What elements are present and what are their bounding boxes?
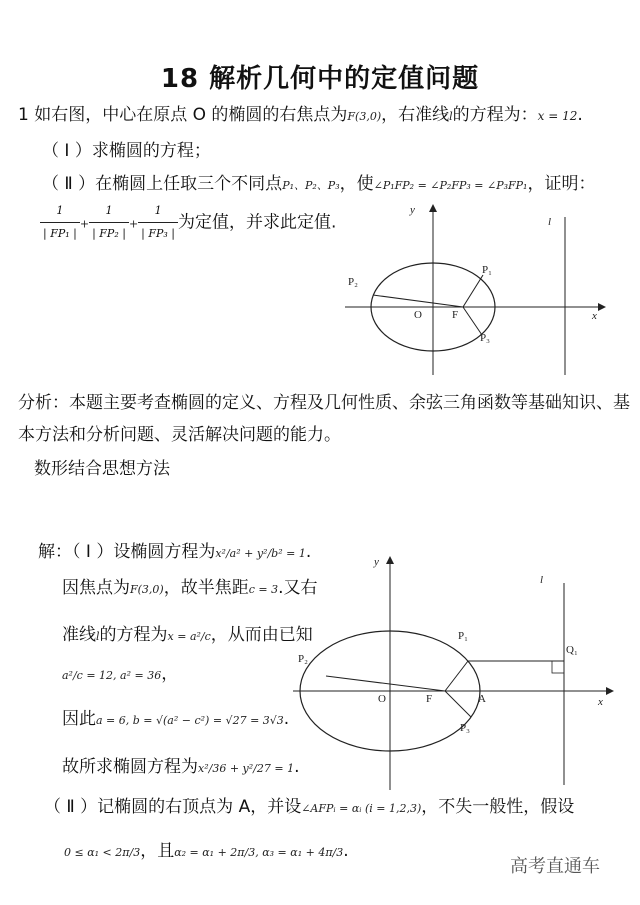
solution-line-4: a²/c = 12, a² = 36， — [62, 664, 179, 684]
reciprocal-sum — [40, 200, 336, 245]
alpha1-range: 0 ≤ α₁ < 2π/3 — [64, 846, 141, 859]
point-p2-label: P₂ — [298, 653, 308, 665]
segment-fp2 — [373, 295, 463, 307]
alpha-relations: α₂ = α₁ + 2π/3, α₃ = α₁ + 4π/3 — [174, 846, 344, 859]
solution-intro: 解：（ Ⅰ ）设椭圆方程为 — [38, 542, 216, 562]
plus-sign: + — [79, 217, 90, 231]
problem-part-2 — [42, 173, 595, 197]
solution-line-3: 准线l的方程为x = a²/c，从而由已知 — [62, 625, 313, 645]
points-expression: P₁、P₂、P₃ — [282, 179, 340, 192]
plus-sign: + — [128, 217, 139, 231]
solution-line-8: 0 ≤ α₁ < 2π/3，且α₂ = α₁ + 2π/3, α₃ = α₁ + 4π/3. — [64, 841, 349, 861]
vertex-a-label: A — [478, 693, 486, 705]
ellipse-general-equation: x²/a² + y²/b² = 1 — [215, 547, 306, 560]
point-p3-label: P₃ — [460, 722, 470, 734]
ellipse-equation-result: x²/36 + y²/27 = 1 — [198, 762, 295, 775]
directrix-formula: x = a²/c — [167, 630, 211, 643]
a-b-values: a = 6, b = √(a² − c²) = √27 = 3√3 — [96, 714, 284, 727]
ellipse-figure-2 — [288, 545, 618, 795]
problem-intro: 1 如右图，中心在原点 O 的椭圆的右焦点为 — [18, 105, 348, 125]
method-note: 数形结合思想方法 — [34, 459, 170, 479]
segment-fp1 — [445, 661, 468, 691]
y-axis-label: y — [410, 204, 415, 216]
problem-part-1: （ Ⅰ ）求椭圆的方程； — [42, 141, 211, 161]
fraction-fp3: $\frac{1}{\text{| FP₃ |}}$ — [138, 200, 178, 245]
x-axis-label: x — [598, 696, 603, 708]
directrix-expression: x = 12 — [537, 109, 578, 123]
part-2-condition-label: ，使 — [339, 174, 374, 194]
segment-fp3 — [463, 307, 482, 335]
origin-label: O — [414, 309, 422, 321]
solution-line-5: 因此a = 6, b = √(a² − c²) = √27 = 3√3. — [62, 709, 290, 729]
focus-label: F — [452, 309, 459, 321]
angle-expression: ∠P₁FP₂ = ∠P₂FP₃ = ∠P₃FP₁ — [373, 179, 528, 192]
point-p3-label: P₃ — [480, 332, 490, 344]
point-p1-label: P₁ — [458, 630, 468, 642]
problem-equation-label: 的方程为： — [452, 105, 538, 125]
sum-tail: 为定值，并求此定值. — [178, 212, 337, 233]
ellipse-figure-1 — [330, 195, 620, 385]
solution-line-2: 因焦点为F(3,0)，故半焦距c = 3.又右 — [62, 578, 318, 598]
part-2-intro: （ Ⅱ ）在椭圆上任取三个不同点 — [42, 174, 283, 194]
right-angle-mark — [552, 661, 564, 673]
part-2-prove-label: ，证明： — [527, 174, 596, 194]
watermark: 高考直通车 — [510, 856, 600, 877]
y-axis-label: y — [374, 556, 379, 568]
analysis-line-1: 分析：本题主要考查椭圆的定义、方程及几何性质、余弦三角函数等基础知识、基 — [18, 393, 630, 413]
segment-fp3 — [445, 691, 471, 717]
semi-focal-distance: c = 3 — [248, 583, 279, 596]
a-squared-equation: a²/c = 12, a² = 36 — [62, 669, 162, 682]
analysis-line-2: 本方法和分析问题、灵活解决问题的能力。 — [18, 425, 341, 445]
problem-directrix-label: ，右准线 — [381, 105, 450, 125]
fraction-fp1: $\frac{1}{\text{| FP₁ |}}$ — [40, 200, 80, 245]
focus-expression: F(3,0) — [130, 583, 164, 596]
solution-line-1: 解：（ Ⅰ ）设椭圆方程为x²/a² + y²/b² = 1. — [38, 542, 312, 562]
solution-line-7: （ Ⅱ ）记椭圆的右顶点为 A，并设∠AFPᵢ = αᵢ (i = 1,2,3)，不失一般性，假设 — [44, 797, 575, 817]
focus-label: F — [426, 693, 433, 705]
segment-fp1 — [463, 275, 483, 307]
angle-definition: ∠AFPᵢ = αᵢ (i = 1,2,3) — [301, 802, 422, 815]
fraction-fp2: $\frac{1}{\text{| FP₂ |}}$ — [89, 200, 129, 245]
solution-line-6: 故所求椭圆方程为x²/36 + y²/27 = 1. — [62, 757, 300, 777]
point-p1-label: P₁ — [482, 264, 492, 276]
segment-fp2 — [326, 676, 445, 691]
focus-expression: F(3,0) — [347, 110, 382, 123]
problem-line-1-end: . — [577, 105, 583, 125]
x-axis-label: x — [592, 310, 597, 322]
point-p2-label: P₂ — [348, 276, 358, 288]
directrix-symbol: l — [449, 110, 453, 123]
page-title: 18 解析几何中的定值问题 — [160, 64, 480, 94]
directrix-label: l — [540, 574, 544, 586]
directrix-symbol: l — [96, 630, 100, 643]
origin-label: O — [378, 693, 386, 705]
directrix-label: l — [548, 216, 552, 228]
problem-line-1 — [18, 104, 583, 128]
point-q1-label: Q₁ — [566, 644, 578, 656]
